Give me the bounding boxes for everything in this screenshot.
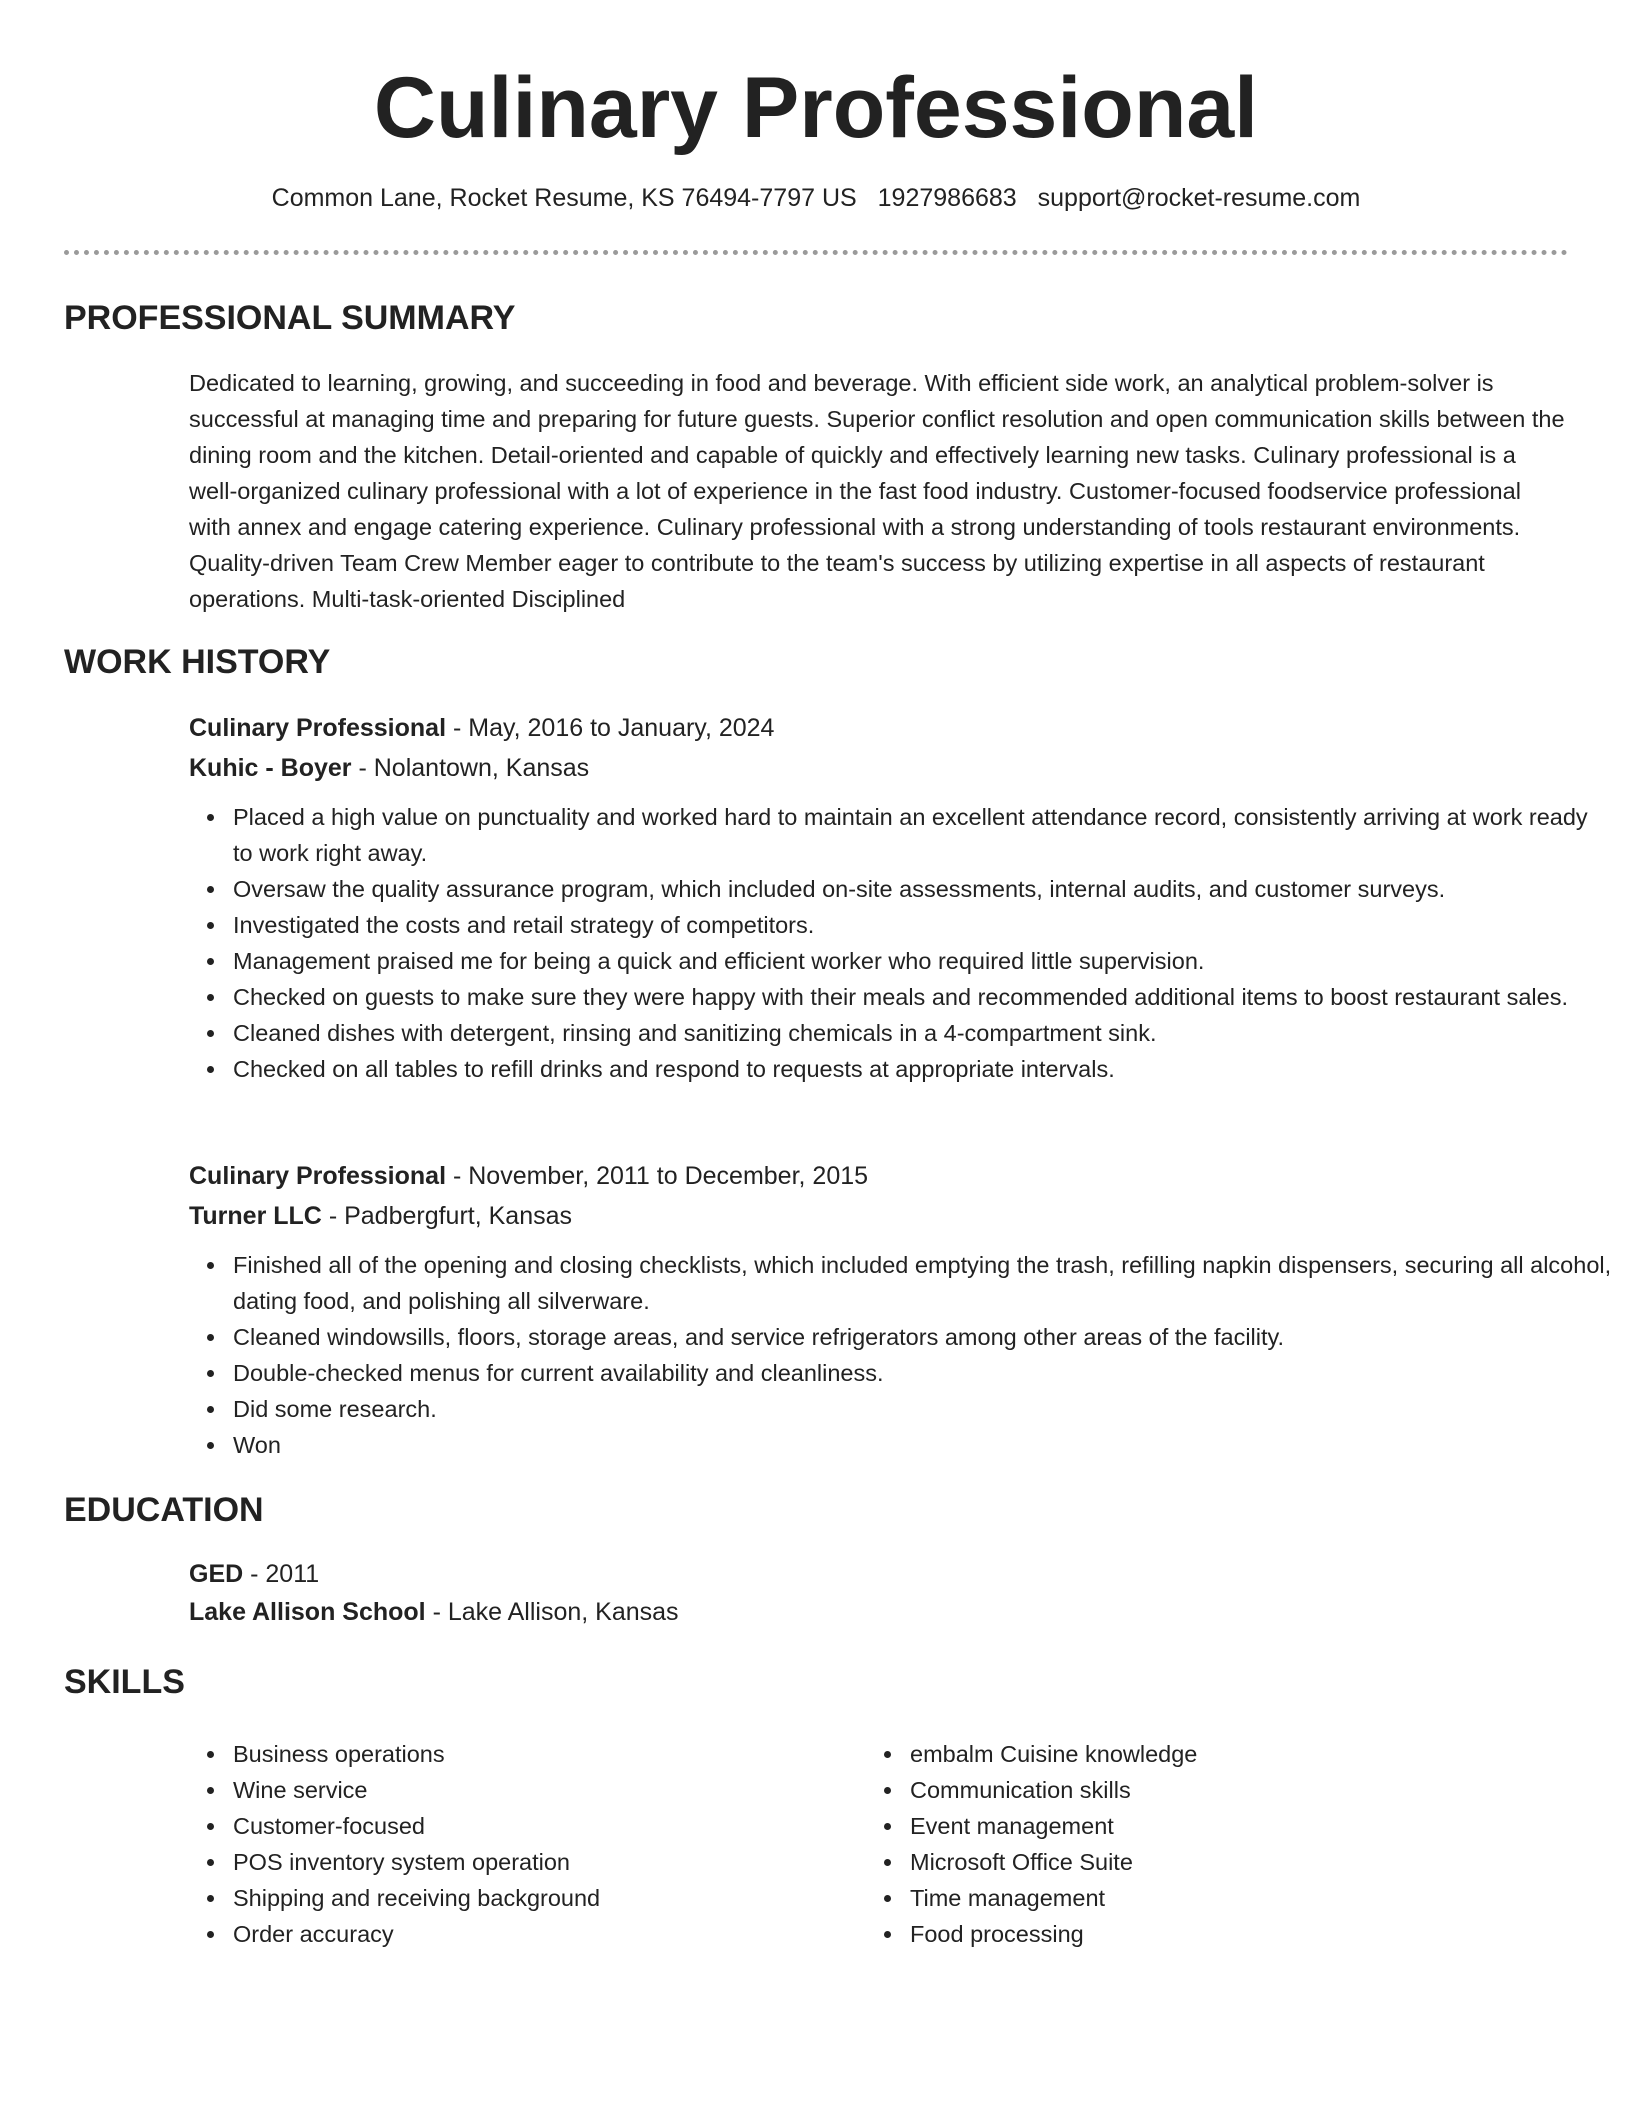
skill-item: Time management <box>910 1880 1570 1916</box>
header-divider <box>64 250 1568 255</box>
job-location: - Padbergfurt, Kansas <box>321 1202 573 1230</box>
job-company-line <box>189 750 589 786</box>
education-degree: GED <box>189 1560 244 1588</box>
job-bullet: Finished all of the opening and closing checklists, which included emptying the trash, refilling napkin dispensers, securing all alcohol, dating food, and polishing all silverware. <box>233 1247 1613 1319</box>
job-bullet: Checked on guests to make sure they were happy with their meals and recommended additional items to boost restaurant sales. <box>233 979 1613 1015</box>
job-title-line <box>189 1158 868 1194</box>
job-bullet: Placed a high value on punctuality and worked hard to maintain an excellent attendance record, consistently arriving at work ready to work right away. <box>233 799 1613 871</box>
skill-item: embalm Cuisine knowledge <box>910 1736 1570 1772</box>
skill-item: Food processing <box>910 1916 1570 1952</box>
job-bullet: Checked on all tables to refill drinks and respond to requests at appropriate intervals. <box>233 1051 1613 1087</box>
job-bullet: Management praised me for being a quick and efficient worker who required little supervision. <box>233 943 1613 979</box>
job-role: Culinary Professional <box>189 1162 447 1190</box>
job-bullets <box>189 1247 1613 1463</box>
contact-email: support@rocket-resume.com <box>1037 184 1361 212</box>
section-title-skills: SKILLS <box>64 1663 185 1701</box>
section-title-summary: PROFESSIONAL SUMMARY <box>64 299 516 337</box>
skill-item: Event management <box>910 1808 1570 1844</box>
summary-text: Dedicated to learning, growing, and succeeding in food and beverage. With efficient side work, an analytical problem-solver is successful at managing time and preparing for future guests. Superior conflict resolution and open communication skills between the dining room and the kitchen. Detail-oriented and capable of quickly and effectively learning new tasks. Culinary professional is a well-organized culinary professional with a lot of experience in the fast food industry. Customer-focused foodservice professional with annex and engage catering experience. Culinary professional with a strong understanding of tools restaurant environments. Quality-driven Team Crew Member eager to contribute to the team's success by utilizing expertise in all aspects of restaurant operations. Multi-task-oriented Disciplined <box>189 370 1565 612</box>
job-bullet: Did some research. <box>233 1391 1613 1427</box>
job-dates: - November, 2011 to December, 2015 <box>446 1162 869 1190</box>
job-bullet: Investigated the costs and retail strategy of competitors. <box>233 907 1613 943</box>
resume-name: Culinary Professional <box>373 60 1259 156</box>
education-year: - 2011 <box>243 1560 320 1588</box>
skills-list-right <box>866 1736 1570 1952</box>
section-title-work-history: WORK HISTORY <box>64 643 331 681</box>
job-company: Turner LLC <box>189 1202 322 1230</box>
job-company: Kuhic - Boyer <box>189 754 352 782</box>
education-school: Lake Allison School <box>189 1598 426 1626</box>
job-bullet: Oversaw the quality assurance program, which included on-site assessments, internal audits, and customer surveys. <box>233 871 1613 907</box>
skill-item: Wine service <box>233 1772 853 1808</box>
education-location: - Lake Allison, Kansas <box>425 1598 679 1626</box>
skill-item: Order accuracy <box>233 1916 853 1952</box>
job-bullet: Won <box>233 1427 1613 1463</box>
contact-address: Common Lane, Rocket Resume, KS 76494-7797 US <box>271 184 857 212</box>
skills-list-left <box>189 1736 853 1952</box>
job-bullet: Double-checked menus for current availability and cleanliness. <box>233 1355 1613 1391</box>
education-school-line <box>189 1594 679 1630</box>
job-role: Culinary Professional <box>189 714 447 742</box>
skill-item: Business operations <box>233 1736 853 1772</box>
skill-item: Microsoft Office Suite <box>910 1844 1570 1880</box>
skill-item: Communication skills <box>910 1772 1570 1808</box>
job-company-line <box>189 1198 572 1234</box>
education-degree-line <box>189 1556 319 1592</box>
job-title-line <box>189 710 774 746</box>
contact-line <box>0 180 1632 216</box>
section-title-education: EDUCATION <box>64 1491 264 1529</box>
job-bullet: Cleaned dishes with detergent, rinsing and sanitizing chemicals in a 4-compartment sink. <box>233 1015 1613 1051</box>
job-location: - Nolantown, Kansas <box>351 754 590 782</box>
job-bullets <box>189 799 1613 1087</box>
skill-item: Customer-focused <box>233 1808 853 1844</box>
contact-phone: 1927986683 <box>877 184 1017 212</box>
skill-item: POS inventory system operation <box>233 1844 853 1880</box>
skill-item: Shipping and receiving background <box>233 1880 853 1916</box>
job-bullet: Cleaned windowsills, floors, storage areas, and service refrigerators among other areas of the facility. <box>233 1319 1613 1355</box>
job-dates: - May, 2016 to January, 2024 <box>446 714 775 742</box>
